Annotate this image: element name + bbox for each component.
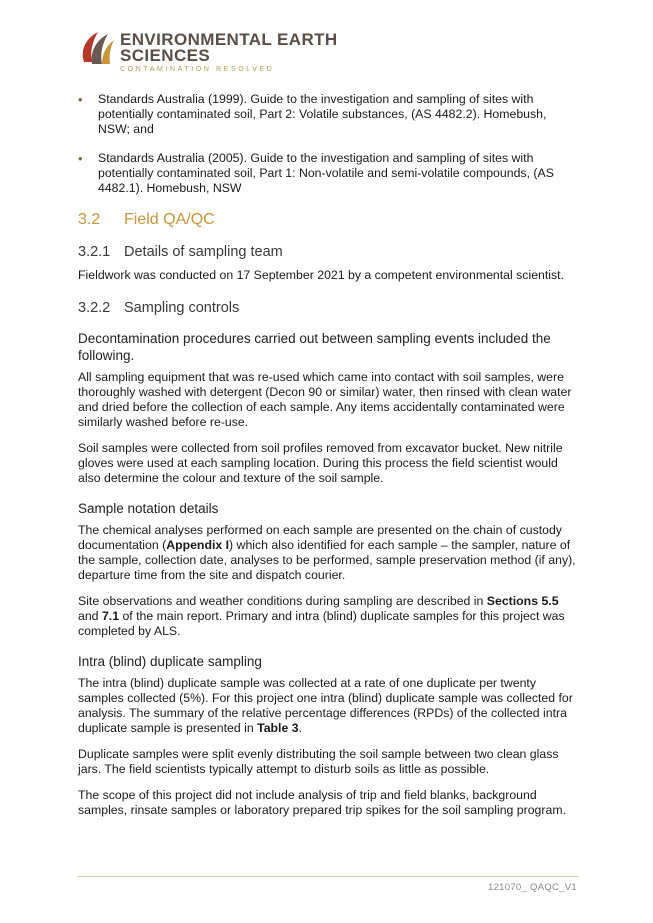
- logo-line-1: ENVIRONMENTAL EARTH: [120, 30, 338, 49]
- sampling-team-paragraph: Fieldwork was conducted on 17 September 2021 by a competent environmental scientist.: [78, 268, 564, 282]
- logo-tagline: CONTAMINATION RESOLVED: [120, 66, 275, 73]
- footer-divider: [78, 876, 578, 877]
- section-title: Field QA/QC: [124, 211, 215, 228]
- decontamination-lead: Decontamination procedures carried out between sampling events included the following.: [78, 331, 551, 363]
- duplicate-paragraph-2: Duplicate samples were split evenly distributing the soil sample between two clean glass jars. The field scientists typically attempt to disturb soils as little as possible.: [78, 747, 559, 776]
- section-heading: [78, 212, 578, 227]
- document-body: [78, 92, 578, 829]
- subsection-title-2: Sampling controls: [124, 300, 240, 316]
- text-run: The intra (blind) duplicate sample was collected at a rate of one duplicate per twenty samples collected (5%). For this project one intra (blind) duplicate sample was collected for analysis. The summary of the relative percentage differences (RPDs) of the collected intra duplicate sample is presented in: [78, 676, 573, 735]
- notation-paragraph-2: [78, 594, 578, 639]
- decontamination-paragraph-1: All sampling equipment that was re-used which came into contact with soil samples, were thoroughly washed with detergent (Decon 90 or similar) water, then rinsed with clean water and dried before the collection of each sample. Any items accidentally contaminated were similarly washed before re-use.: [78, 370, 572, 429]
- text-run: .: [298, 721, 302, 735]
- bullet-icon: •: [78, 92, 83, 107]
- bullet-icon: •: [78, 151, 83, 166]
- reference-bullet-1: [78, 92, 578, 137]
- notation-paragraph-1: [78, 523, 578, 583]
- reference-text-1: Standards Australia (1999). Guide to the investigation and sampling of sites with potentially contaminated soil, Part 2: Volatile substances, (AS 4482.2). Homebush, NSW; and: [98, 92, 547, 136]
- duplicate-paragraph-1: [78, 676, 578, 736]
- section-reference: 7.1: [101, 609, 120, 623]
- text-run: ) which also identified for each sample – the sampler, nature of the sample, collection date, analyses to be performed, sample preservation method (if any), departure time from the site and dispatch courier.: [78, 538, 576, 582]
- text-run: The chemical analyses performed on each sample are presented on the chain of custody documentation (: [78, 523, 562, 552]
- subsection-heading-2: [78, 301, 578, 316]
- subsection-title-1: Details of sampling team: [124, 244, 283, 260]
- reference-text-2: Standards Australia (2005). Guide to the investigation and sampling of sites with potentially contaminated soil, Part 1: Non-volatile and semi-volatile compounds, (AS 4482.1). Homebush, NSW: [98, 151, 554, 195]
- section-number: 3.2: [78, 211, 101, 228]
- reference-bullet-2: [78, 151, 578, 196]
- subsection-heading-1: [78, 245, 578, 260]
- duplicate-heading: Intra (blind) duplicate sampling: [78, 654, 262, 669]
- logo-wordmark: [120, 32, 338, 73]
- section-reference: Sections 5.5: [486, 594, 559, 608]
- text-run: and: [78, 609, 102, 623]
- company-logo-icon: [78, 28, 116, 68]
- subsection-number-1: 3.2.1: [78, 244, 111, 260]
- notation-heading: Sample notation details: [78, 501, 219, 516]
- text-run: Site observations and weather conditions during sampling are described in: [78, 594, 487, 608]
- duplicate-paragraph-3: The scope of this project did not include analysis of trip and field blanks, background samples, rinsate samples or laboratory prepared trip spikes for the soil sampling program.: [78, 788, 566, 817]
- appendix-reference: Appendix I: [166, 538, 230, 552]
- text-run: of the main report. Primary and intra (blind) duplicate samples for this project was completed by ALS.: [78, 609, 565, 638]
- subsection-number-2: 3.2.2: [78, 300, 111, 316]
- logo-line-2: SCIENCES: [120, 46, 211, 65]
- table-reference: Table 3: [257, 721, 299, 735]
- decontamination-paragraph-2: Soil samples were collected from soil profiles removed from excavator bucket. New nitrile gloves were used at each sampling location. During this process the field scientist would also determine the colour and texture of the soil sample.: [78, 441, 563, 485]
- document-reference: 121070_ QAQC_V1: [487, 882, 577, 893]
